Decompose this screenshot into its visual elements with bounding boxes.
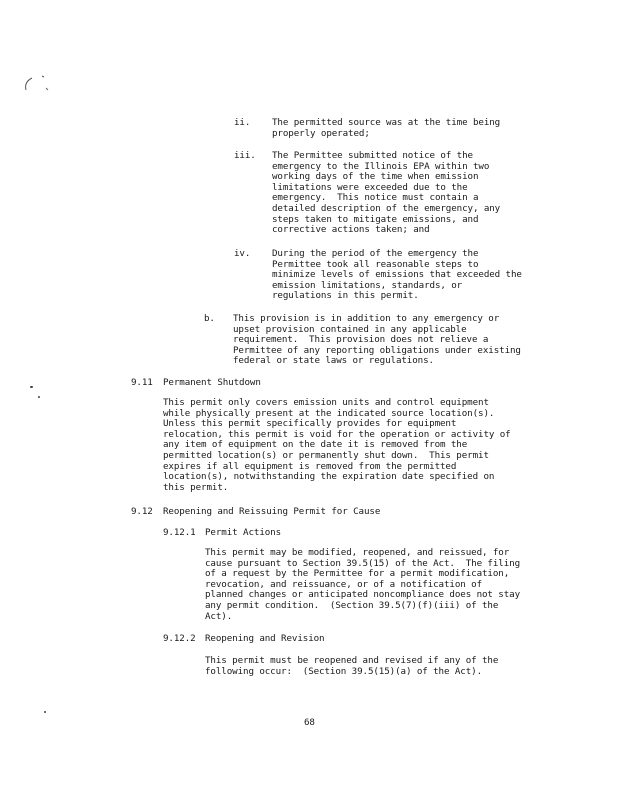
text-line: working days of the time when emission [272,171,479,183]
text-line: planned changes or anticipated noncompliance does not stay [205,589,521,601]
text-line: This permit only covers emission units and control equipment [163,397,489,408]
section-title: Reopening and Reissuing Permit for Cause [163,506,381,517]
text-line: while physically present at the indicated source location(s). [163,407,495,419]
item-ii-text [272,118,500,139]
subsection-title: Permit Actions [205,527,282,538]
scan-mark [18,72,58,102]
text-line: upset provision contained in any applicable [233,323,467,335]
text-line: emergency to the Illinois EPA within two [272,160,490,172]
text-line: Permittee took all reasonable steps to [272,258,479,270]
text-line: federal or state laws or regulations. [233,355,434,367]
text-line: location(s), notwithstanding the expiration date specified on [163,471,495,483]
text-line: corrective actions taken; and [272,224,430,236]
subsection-title: Reopening and Revision [205,633,325,644]
scan-speck [38,396,40,398]
text-line: steps taken to mitigate emissions, and [272,213,479,225]
text-line: relocation, this permit is void for the operation or activity of [163,428,511,440]
text-line: this permit. [163,481,229,493]
item-b-label: b. [204,313,215,324]
text-line: cause pursuant to Section 39.5(15) of the Act. The filing [205,557,521,569]
item-iv-label: iv. [234,248,251,259]
text-line: minimize levels of emissions that exceeded the [272,269,522,281]
subsection-body [205,548,520,622]
text-line: requirement. This provision does not relieve a [233,334,489,346]
text-line: The Permittee submitted notice of the [272,150,473,161]
text-line: properly operated; [272,127,370,139]
subsection-body [205,656,498,677]
section-number: 9.12 [131,506,153,517]
text-line: of a request by the Permittee for a permit modification, [205,568,510,580]
text-line: revocation, and reissuance, or of a notification of [205,578,482,590]
text-line: detailed description of the emergency, any [272,202,501,214]
text-line: Unless this permit specifically provides for equipment [163,418,457,430]
text-line: Permittee of any reporting obligations under existing [233,344,521,356]
text-line: emergency. This notice must contain a [272,192,479,204]
item-iv-text [272,249,522,302]
text-line: emission limitations, standards, or [272,279,463,291]
item-b-text [233,314,521,367]
scan-speck [44,711,46,713]
text-line: During the period of the emergency the [272,248,479,259]
text-line: any permit condition. (Section 39.5(7)(f)(iii) of the [205,599,499,611]
text-line: permitted location(s) or permanently shut down. This permit [163,449,489,461]
subsection-number: 9.12.1 [163,527,196,538]
text-line: following occur: (Section 39.5(15)(a) of the Act). [205,665,482,677]
section-number: 9.11 [131,377,153,388]
subsection-number: 9.12.2 [163,633,196,644]
scan-speck [30,386,33,388]
text-line: regulations in this permit. [272,290,419,302]
item-ii-label: ii. [234,117,251,128]
text-line: This permit must be reopened and revised if any of the [205,655,499,666]
text-line: This provision is in addition to any emergency or [233,313,500,324]
page-number: 68 [304,717,315,728]
item-iii-label: iii. [234,150,256,161]
text-line: expires if all equipment is removed from the permitted [163,460,457,472]
text-line: limitations were exceeded due to the [272,181,468,193]
item-iii-text [272,151,500,236]
section-title: Permanent Shutdown [163,377,261,388]
text-line: any item of equipment on the date it is removed from the [163,439,468,451]
text-line: This permit may be modified, reopened, and reissued, for [205,547,510,558]
text-line: The permitted source was at the time being [272,117,501,128]
section-body [163,398,511,493]
text-line: Act). [205,610,233,622]
